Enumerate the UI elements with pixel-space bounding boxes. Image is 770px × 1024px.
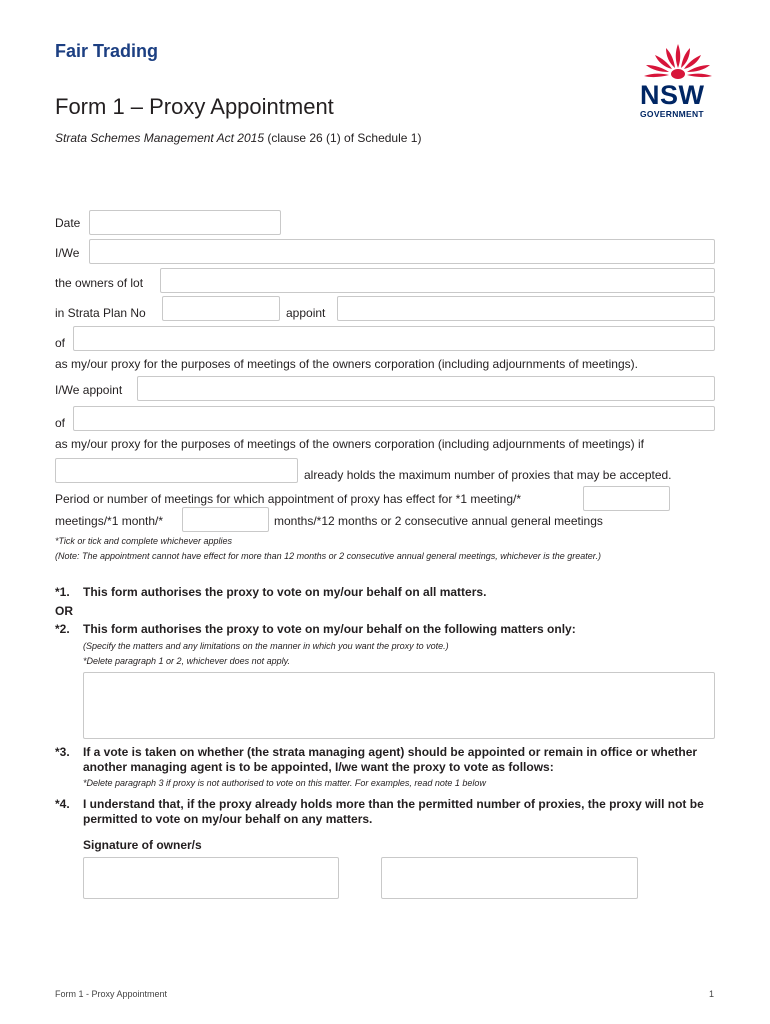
- clause-ref: (clause 26 (1) of Schedule 1): [264, 131, 422, 145]
- clause-4-number: *4.: [55, 797, 70, 811]
- appoint-label: appoint: [286, 306, 326, 320]
- page-subtitle: [55, 131, 421, 145]
- months-text: months/*12 months or 2 consecutive annual general meetings: [274, 514, 603, 528]
- owners-lot-label: the owners of lot: [55, 276, 144, 290]
- signature-field-2[interactable]: [381, 857, 638, 899]
- clause-3-note: *Delete paragraph 3 if proxy is not authorised to vote on this matter. For examples, read note 1 below: [83, 778, 486, 788]
- page-number: 1: [709, 989, 715, 999]
- tick-note: *Tick or tick and complete whichever applies: [55, 536, 232, 546]
- already-holds-text: already holds the maximum number of proxies that may be accepted.: [304, 468, 672, 482]
- iwe-label: I/We: [55, 246, 80, 260]
- clause-3-text: If a vote is taken on whether (the strata managing agent) should be appointed or remain in office or whether another managing agent is to be appointed, I/we want the proxy to vote as follows:: [83, 745, 698, 774]
- of-label-2: of: [55, 416, 66, 430]
- date-label: Date: [55, 216, 81, 230]
- clause-2-note-2: *Delete paragraph 1 or 2, whichever does not apply.: [83, 656, 290, 666]
- signature-label: Signature of owner/s: [83, 838, 202, 852]
- clause-1-text: This form authorises the proxy to vote on my/our behalf on all matters.: [83, 585, 487, 599]
- proxy-name-field[interactable]: [337, 296, 715, 321]
- page-title: Form 1 – Proxy Appointment: [55, 94, 334, 119]
- proxy-address-field[interactable]: [73, 326, 715, 351]
- meetings-month-text: meetings/*1 month/*: [55, 514, 164, 528]
- clause-2-note-1: (Specify the matters and any limitations on the manner in which you want the proxy to vote.): [83, 641, 449, 651]
- alternate-proxy-address-field[interactable]: [73, 406, 715, 431]
- of-label-1: of: [55, 336, 66, 350]
- iwe-appoint-label: I/We appoint: [55, 383, 123, 397]
- strata-plan-field[interactable]: [162, 296, 280, 321]
- clause-1-number: *1.: [55, 585, 70, 599]
- clause-2-number: *2.: [55, 622, 70, 636]
- first-proxy-name-field[interactable]: [55, 458, 298, 483]
- months-count-field[interactable]: [182, 507, 269, 532]
- strata-plan-label: in Strata Plan No: [55, 306, 146, 320]
- clause-3-number: *3.: [55, 745, 70, 759]
- nsw-wordmark: [640, 82, 705, 119]
- duration-note: (Note: The appointment cannot have effect for more than 12 months or 2 consecutive annual general meetings, whichever is the greater.): [55, 551, 601, 561]
- period-text: Period or number of meetings for which appointment of proxy has effect for *1 meeting/*: [55, 492, 522, 506]
- act-name: Strata Schemes Management Act 2015: [55, 131, 265, 145]
- nsw-logo-sub: GOVERNMENT: [640, 109, 704, 119]
- brand-title: Fair Trading: [55, 41, 159, 61]
- proxy-purpose-text-1: as my/our proxy for the purposes of meetings of the owners corporation (including adjournments of meetings).: [55, 357, 638, 371]
- nsw-logo-main: NSW: [640, 80, 705, 110]
- signature-field-1[interactable]: [83, 857, 339, 899]
- date-field[interactable]: [89, 210, 281, 235]
- lot-number-field[interactable]: [160, 268, 715, 293]
- or-text: OR: [55, 604, 73, 618]
- proxy-purpose-text-2: as my/our proxy for the purposes of meetings of the owners corporation (including adjournments of meetings) if: [55, 437, 644, 451]
- clause-4-text: I understand that, if the proxy already holds more than the permitted number of proxies, the proxy will not be permitted to vote on my/our behalf on any matters.: [83, 797, 704, 826]
- clause-2-text: This form authorises the proxy to vote on my/our behalf on the following matters only:: [83, 622, 576, 636]
- alternate-proxy-field[interactable]: [137, 376, 715, 401]
- footer-form-name: Form 1 - Proxy Appointment: [55, 989, 168, 999]
- matters-textarea[interactable]: [83, 672, 715, 739]
- owner-name-field[interactable]: [89, 239, 715, 264]
- meetings-count-field[interactable]: [583, 486, 670, 511]
